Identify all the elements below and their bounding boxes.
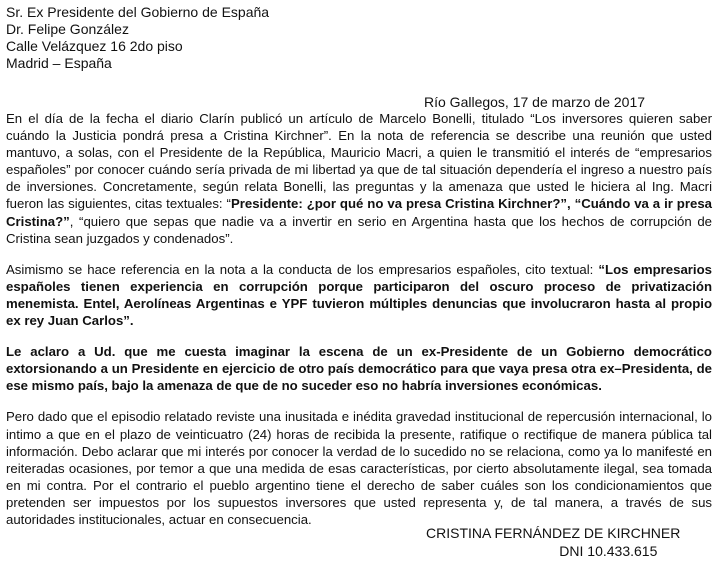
- bold-quote: Presidente: ¿por qué no va presa Cristina Kirchner?”, “Cuándo va a ir presa Cristina?”: [6, 196, 712, 229]
- paragraph-text: Pero dado que el episodio relatado reviste una inusitada e inédita gravedad institucional de repercusión internacional, lo intimo a que en el plazo de veinticuatro (24) horas de recibida la presente, ratifique o rectifique de manera pública tal información. Debo aclarar que mi interés por conocer la verdad de lo sucedido no se relaciona, como ya lo manifesté en reiteradas ocasiones, por temor a que una medida de esas características, por cierto absolutamente ilegal, sea tomada en mi contra. Por el contrario el pueblo argentino tiene el derecho de saber cuáles son los condicionamientos que pretenden ser impuestos por los supuestos inversores que usted representa y, de tal manera, a través de sus autoridades institucionales, actuar en consecuencia.: [6, 409, 712, 527]
- paragraph-text: Asimismo se hace referencia en la nota a la conducta de los empresarios españoles, cito textual:: [6, 261, 599, 277]
- signature-block: [426, 524, 680, 560]
- recipient-address: [6, 4, 269, 72]
- recipient-line: Madrid – España: [6, 55, 112, 71]
- recipient-line: Calle Velázquez 16 2do piso: [6, 38, 183, 54]
- recipient-line: Dr. Felipe González: [6, 21, 129, 37]
- date-line: Río Gallegos, 17 de marzo de 2017: [424, 94, 646, 110]
- signature-dni: DNI 10.433.615: [559, 543, 658, 559]
- letter-body: [6, 110, 712, 542]
- recipient-line: Sr. Ex Presidente del Gobierno de España: [6, 4, 270, 20]
- bold-quote: “Los empresarios españoles tienen experiencia en corrupción porque participaron del oscuro proceso de privatización menemista. Entel, Aerolíneas Argentinas e YPF tuvieron múltiples denuncias que involucraron hasta al propio ex rey Juan Carlos”.: [6, 261, 712, 329]
- paragraph-1: [6, 110, 712, 247]
- paragraph-3: [6, 343, 712, 394]
- paragraph-text: , “quiero que sepas que nadie va a invertir en serio en Argentina hasta que los hechos de corrupción de Cristina sean juzgados y condenados”.: [6, 213, 712, 246]
- paragraph-text: En el día de la fecha el diario Clarín publicó un artículo de Marcelo Bonelli, titulado “Los inversores quieren saber cuándo la Justicia pondrá presa a Cristina Kirchner”. En la nota de referencia se describe una reunión que usted mantuvo, a solas, con el Presidente de la República, Mauricio Macri, a quien le transmitió el interés de “empresarios españoles” por conocer cuándo sería privada de mi libertad ya que de tal situación dependería el ingreso a nuestro país de inversiones. Concretamente, según relata Bonelli, las preguntas y la amenaza que usted le hiciera al Ing. Macri fueron las siguientes, citas textuales: “: [6, 111, 712, 212]
- paragraph-2: [6, 261, 712, 329]
- bold-paragraph: Le aclaro a Ud. que me cuesta imaginar la escena de un ex-Presidente de un Gobierno democrático extorsionando a un Presidente en ejercicio de otro país democrático para que vaya presa otra ex–Presidenta, de ese mismo país, bajo la amenaza de que de no suceder eso no habría inversiones económicas.: [6, 344, 712, 394]
- paragraph-4: [6, 408, 712, 528]
- signature-name: CRISTINA FERNÁNDEZ DE KIRCHNER: [426, 525, 681, 541]
